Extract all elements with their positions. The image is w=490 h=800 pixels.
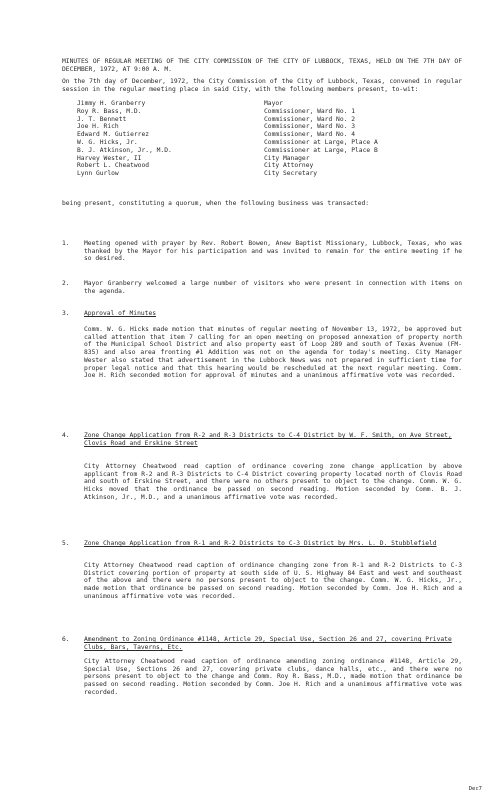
member-row: [77, 131, 397, 139]
item-number: 5.: [62, 540, 70, 547]
member-title: Commissioner at Large, Place A: [264, 138, 378, 146]
member-row: [77, 100, 397, 108]
member-name: Jimmy H. Granberry: [77, 100, 146, 107]
member-row: [77, 116, 397, 124]
member-title: Commissioner at Large, Place B: [264, 146, 378, 154]
member-row: [77, 147, 397, 155]
member-row: [77, 155, 397, 163]
agenda-item-1: [62, 240, 462, 263]
members-roster: [77, 100, 397, 178]
item-number: 4.: [62, 432, 70, 439]
member-title: Mayor: [264, 100, 283, 107]
member-title: Commissioner, Ward No. 1: [264, 107, 355, 115]
item-body: City Attorney Cheatwood read caption of ordinance covering zone change application by above applicant from R-2 and R-3 Districts to C-4 District covering property located north of Clovis Road and south of Erskine Street, and there were no others present to object to the change. Comm. W. G. Hicks moved that the ordinance be passed on second reading. Motion seconded by Comm. B. J. Atkinson, Jr., M.D., and a unanimous affirmative vote was recorded.: [84, 463, 462, 501]
item-number: 1.: [62, 240, 70, 247]
document-title: MINUTES OF REGULAR MEETING OF THE CITY COMMISSION OF THE CITY OF LUBBOCK, TEXAS, HELD ON THE 7TH DAY OF DECEMBER, 1972, AT 9:00 A. M.: [62, 58, 462, 73]
member-name: Roy R. Bass, M.D.: [77, 107, 142, 115]
item-number: 6.: [62, 636, 70, 643]
item-body: Comm. W. G. Hicks made motion that minutes of regular meeting of November 13, 1972, be approved but called attention that item 7 calling for an open meeting on proposed annexation of property north of the Municipal School District and also property east of Loop 289 and south of Texas Avenue (FM-835) and also area fronting #1 Addition was not on the agenda for today's meeting. City Manager Wester also stated that advertisement in the Lubbock News was not prepared in sufficient time for proper legal notice and that this hearing would be rescheduled at the next regular meeting. Comm. Joe H. Rich seconded motion for approval of minutes and a unanimous affirmative vote was recorded.: [84, 326, 462, 380]
item-body: City Attorney Cheatwood read caption of ordinance amending zoning ordinance #1148, Article 29, Special Use, Sections 26 and 27, covering private clubs, dance halls, etc., and there were no persons present to object to the change and Comm. Roy R. Bass, M.D., made motion that ordinance be passed on second reading. Motion seconded by Comm. Joe H. Rich and a unanimous affirmative vote was recorded.: [84, 658, 462, 696]
quorum-statement: being present, constituting a quorum, when the following business was transacted:: [62, 200, 370, 207]
member-row: [77, 170, 397, 178]
member-name: Harvey Wester, II: [77, 154, 142, 162]
member-row: [77, 123, 397, 131]
member-name: W. G. Hicks, Jr.: [77, 138, 138, 146]
item-number: 3.: [62, 310, 70, 317]
agenda-item-4: [62, 432, 462, 447]
member-name: J. T. Bennett: [77, 115, 127, 123]
member-row: [77, 108, 397, 116]
member-name: Edward M. Gutierrez: [77, 131, 150, 139]
agenda-item-3: [62, 310, 462, 318]
item-body: City Attorney Cheatwood read caption of ordinance changing zone from R-1 and R-2 Districts to C-3 District covering portion of property at south side of U. S. Highway 84 East and west and southeast of the above and there were no persons present to object to the change. Comm. W. G. Hicks, Jr., made motion that ordinance be passed on second reading. Motion seconded by Comm. Joe H. Rich and a unanimous affirmative vote was recorded.: [84, 562, 462, 600]
agenda-item-5: [62, 540, 462, 548]
member-title: Commissioner, Ward No. 2: [264, 115, 355, 123]
page-stamp: Dec7: [468, 786, 482, 793]
member-row: [77, 162, 397, 170]
item-text: Mayor Granberry welcomed a large number of visitors who were present in connection with items on the agenda.: [84, 280, 462, 295]
member-title: Commissioner, Ward No. 4: [264, 131, 355, 139]
member-title: City Manager: [264, 154, 310, 162]
member-name: Joe H. Rich: [77, 123, 119, 131]
agenda-item-2: [62, 280, 462, 295]
member-title: City Secretary: [264, 170, 318, 178]
member-row: [77, 139, 397, 147]
member-name: Robert L. Cheatwood: [77, 162, 150, 170]
member-title: City Attorney: [264, 162, 314, 170]
member-name: B. J. Atkinson, Jr., M.D.: [77, 146, 172, 154]
item-number: 2.: [62, 280, 70, 287]
item-heading: Approval of Minutes: [84, 310, 157, 317]
member-name: Lynn Gurlow: [77, 170, 119, 178]
item-heading: Zone Change Application from R-1 and R-2 Districts to C-3 District by Mrs. L. D. Stubblefield: [84, 540, 437, 547]
item-heading: Amendment to Zoning Ordinance #1148, Article 29, Special Use, Section 26 and 27, covering Private Clubs, Bars, Taverns, Etc.: [84, 636, 452, 651]
intro-paragraph: On the 7th day of December, 1972, the City Commission of the City of Lubbock, Texas, convened in regular session in the regular meeting place in said City, with the following members present, to-wit:: [62, 78, 462, 93]
member-title: Commissioner, Ward No. 3: [264, 123, 355, 131]
item-heading: Zone Change Application from R-2 and R-3 Districts to C-4 District by W. F. Smith, on Ave Street, Clovis Road and Erskine Street: [84, 432, 452, 447]
agenda-item-6: [62, 636, 462, 651]
item-text: Meeting opened with prayer by Rev. Robert Bowen, Anew Baptist Missionary, Lubbock, Texas, who was thanked by the Mayor for his participation and was invited to remain for the entire meeting if he so desired.: [84, 240, 462, 263]
